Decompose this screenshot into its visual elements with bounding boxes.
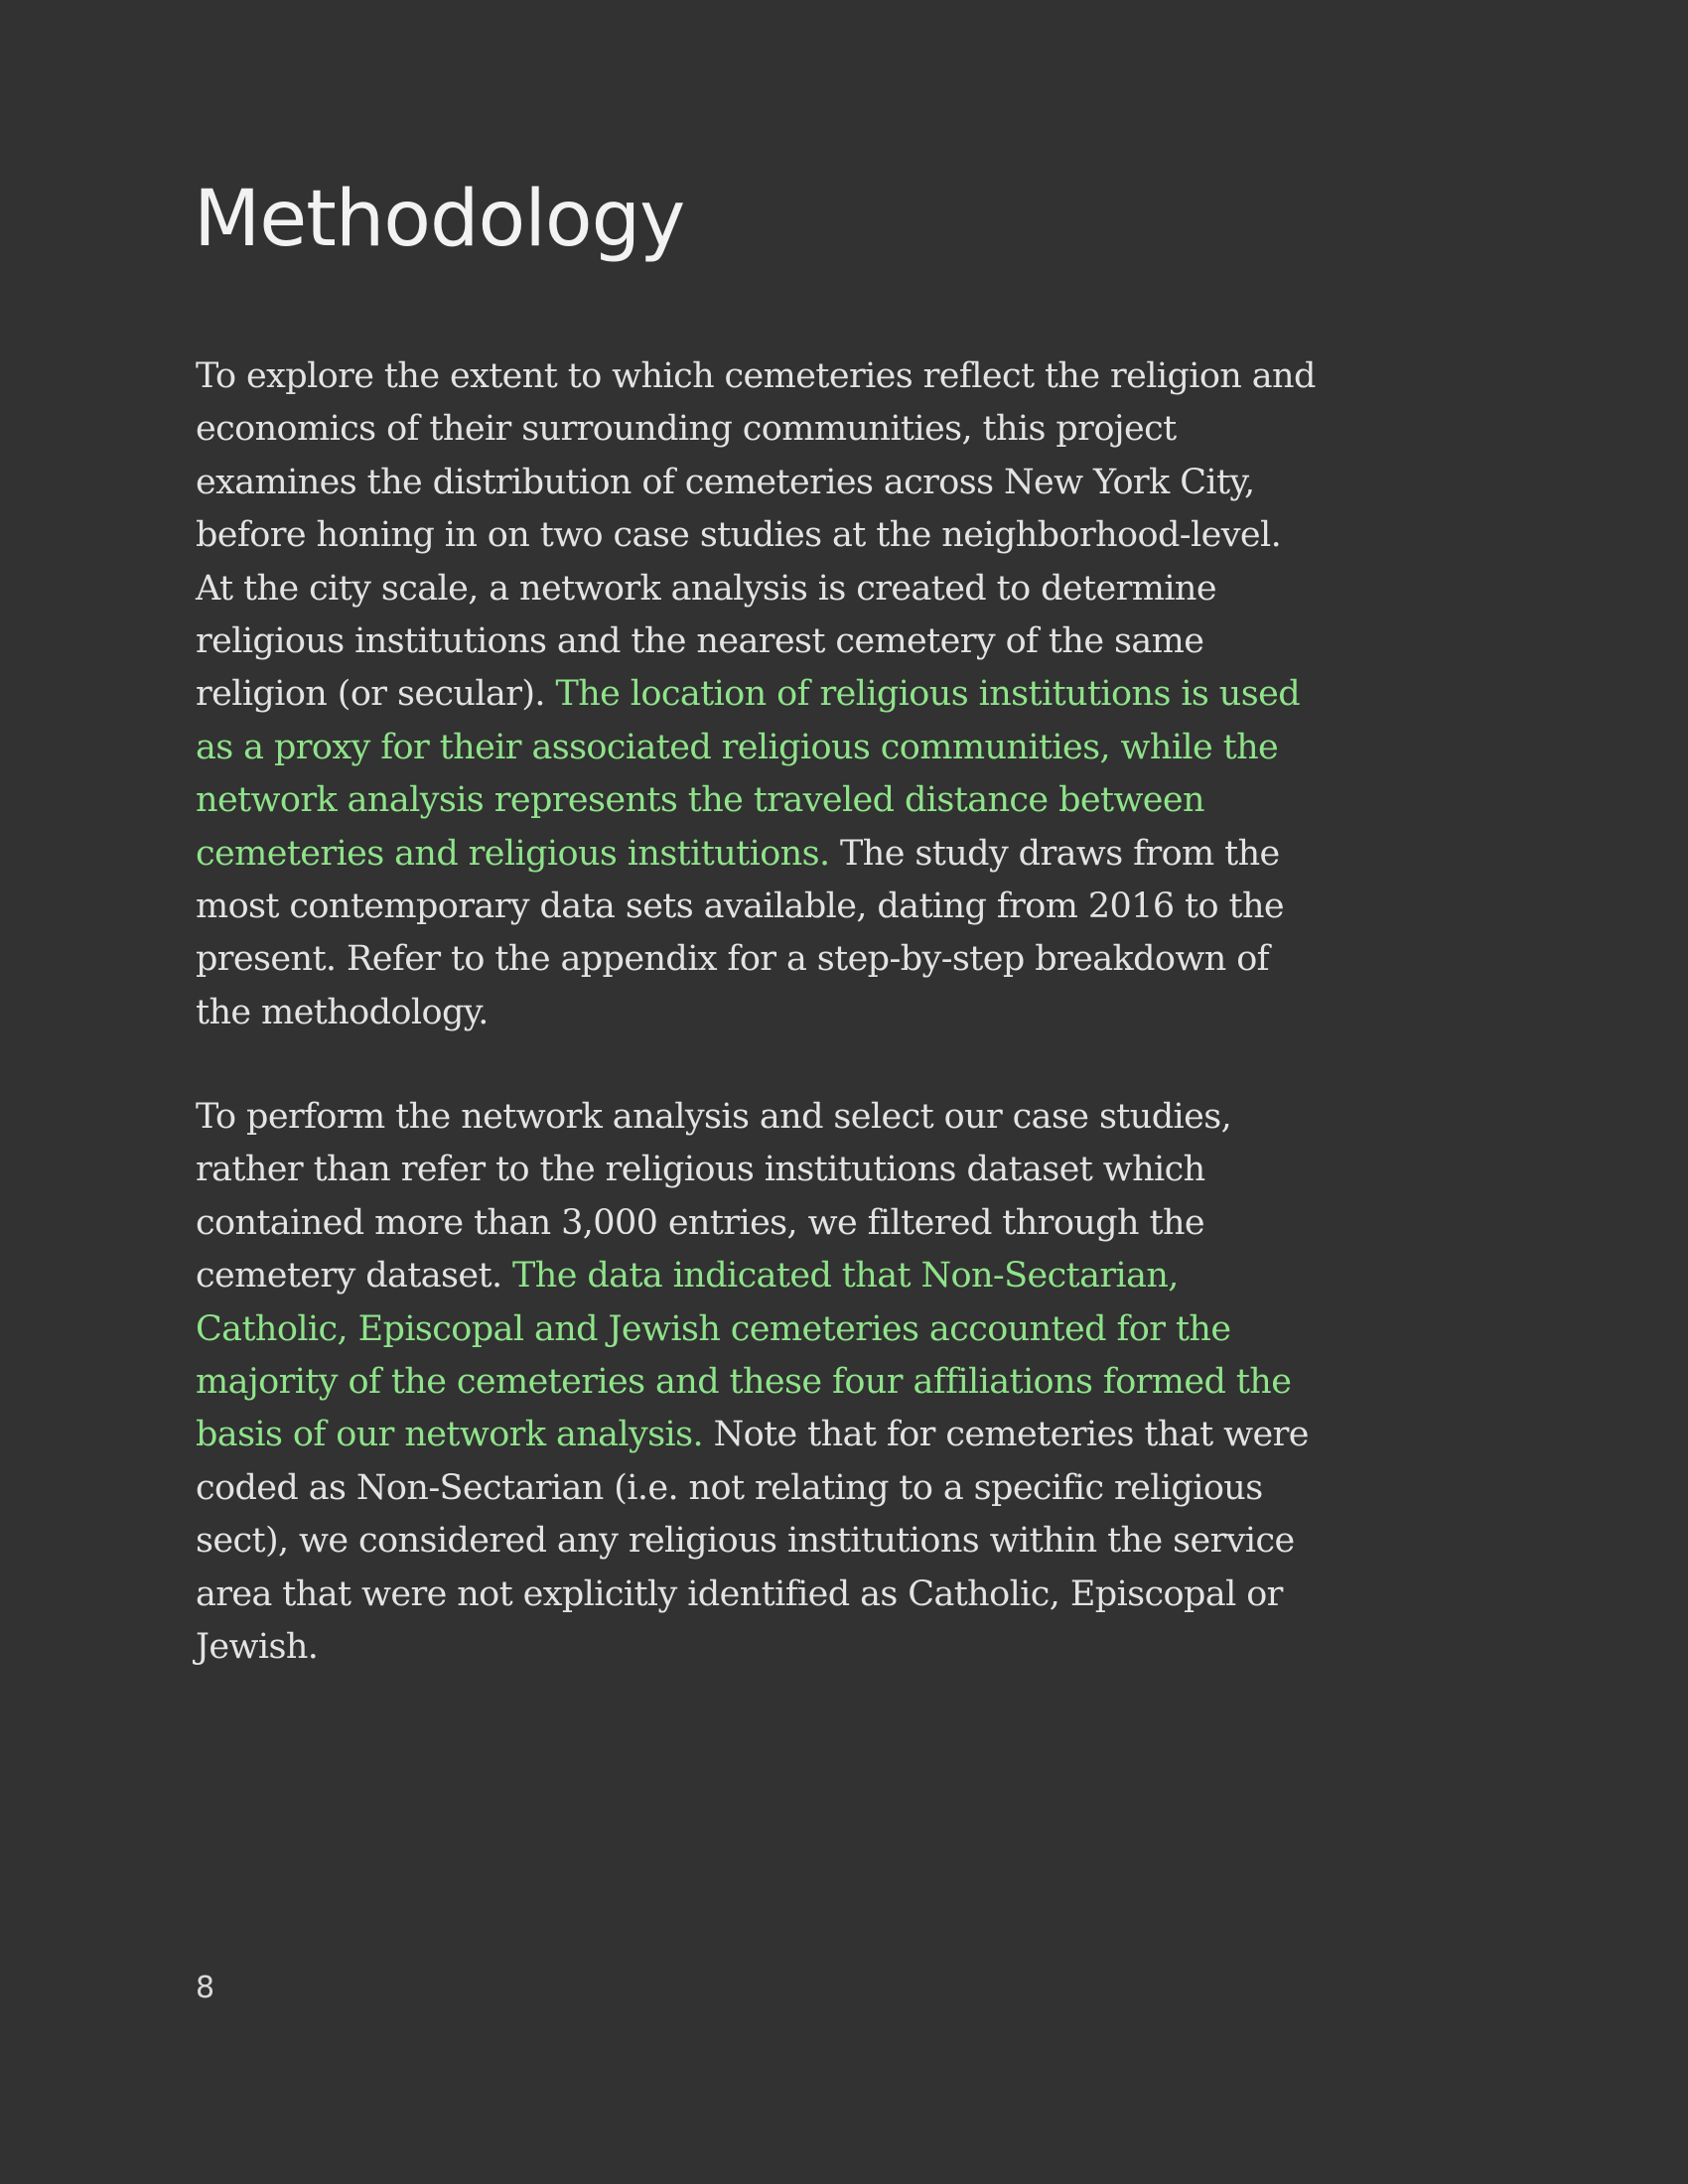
methodology-paragraph-2 [196,1091,1328,1674]
page-number: 8 [196,1971,215,2005]
methodology-paragraph-1 [196,350,1328,1039]
paragraph-1-highlight: The location of religious institutions is used as a proxy for their associated religious communities, while the network analysis represents the traveled distance between cemeteries and religious institutions. [196,674,1301,874]
paragraph-1-text-start: To explore the extent to which cemeteries reflect the religion and economics of their surrounding communities, this project examines the distribution of cemeteries across New York City, before honing in on two case studies at the neighborhood-level. At the city scale, a network analysis is created to determine religious institutions and the nearest cemetery of the same religion (or secular). [196,356,1316,715]
paragraph-2-text-end: Note that for cemeteries that were coded as Non-Sectarian (i.e. not relating to a specific religious sect), we considered any religious institutions within the service area that were not explicitly identified as Catholic, Episcopal or Jewish. [196,1415,1309,1668]
paragraph-2-text-start: To perform the network analysis and select our case studies, rather than refer to the religious institutions dataset which contained more than 3,000 entries, we filtered through the cemetery dataset. [196,1097,1232,1297]
paragraph-1-text-end: The study draws from the most contemporary data sets available, dating from 2016 to the present. Refer to the appendix for a step-by-step breakdown of the methodology. [196,833,1285,1032]
paragraph-2-highlight: The data indicated that Non-Sectarian, Catholic, Episcopal and Jewish cemeteries accounted for the majority of the cemeteries and these four affiliations formed the basis of our network analysis. [196,1256,1292,1455]
page-title: Methodology [194,175,685,264]
